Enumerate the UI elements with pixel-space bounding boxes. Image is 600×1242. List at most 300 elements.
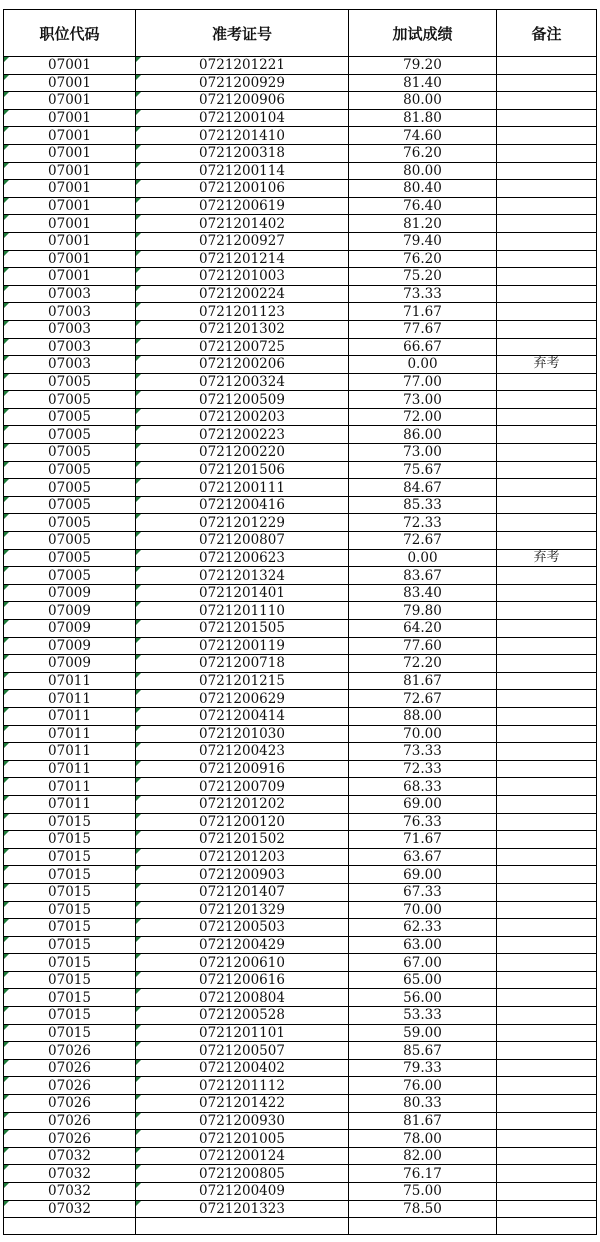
score-cell[interactable]: 84.67 (349, 479, 497, 497)
ticket-number-cell[interactable]: 0721200906 (136, 92, 349, 110)
position-code-cell[interactable]: 07015 (4, 954, 136, 972)
position-code-cell[interactable]: 07005 (4, 391, 136, 409)
score-cell[interactable]: 79.33 (349, 1059, 497, 1077)
score-cell[interactable]: 72.67 (349, 690, 497, 708)
ticket-number-cell[interactable]: 0721200507 (136, 1042, 349, 1060)
remark-cell[interactable] (497, 971, 597, 989)
remark-cell[interactable] (497, 1200, 597, 1218)
remark-cell[interactable] (497, 285, 597, 303)
table-row (4, 866, 597, 884)
remark-cell[interactable]: 弃考 (497, 549, 597, 567)
position-code-cell[interactable]: 07015 (4, 901, 136, 919)
ticket-number-cell[interactable]: 0721200619 (136, 197, 349, 215)
score-cell[interactable]: 72.33 (349, 514, 497, 532)
position-code-cell[interactable]: 07032 (4, 1147, 136, 1165)
ticket-number-cell[interactable]: 0721201003 (136, 268, 349, 286)
remark-cell[interactable] (497, 496, 597, 514)
table-row (4, 426, 597, 444)
table-row (4, 584, 597, 602)
score-cell[interactable]: 77.60 (349, 637, 497, 655)
ticket-number-cell[interactable]: 0721201329 (136, 901, 349, 919)
ticket-number-cell[interactable]: 0721201506 (136, 461, 349, 479)
table-row (4, 496, 597, 514)
ticket-number-cell[interactable]: 0721200610 (136, 954, 349, 972)
score-cell[interactable]: 73.33 (349, 743, 497, 761)
ticket-number-cell[interactable]: 0721201202 (136, 795, 349, 813)
score-cell[interactable]: 75.20 (349, 268, 497, 286)
position-code-cell[interactable]: 07015 (4, 866, 136, 884)
position-code-cell[interactable]: 07032 (4, 1165, 136, 1183)
score-cell[interactable]: 82.00 (349, 1147, 497, 1165)
position-code-cell[interactable]: 07011 (4, 778, 136, 796)
ticket-number-cell[interactable]: 0721200224 (136, 285, 349, 303)
remark-cell[interactable] (497, 215, 597, 233)
ticket-number-cell[interactable]: 0721201505 (136, 620, 349, 638)
remark-cell[interactable] (497, 725, 597, 743)
ticket-number-cell[interactable]: 0721200124 (136, 1147, 349, 1165)
position-code-cell[interactable]: 07015 (4, 848, 136, 866)
ticket-number-cell[interactable]: 0721201410 (136, 127, 349, 145)
remark-cell[interactable] (497, 57, 597, 75)
empty-cell[interactable] (497, 1218, 597, 1235)
remark-cell[interactable] (497, 479, 597, 497)
ticket-number-cell[interactable]: 0721200804 (136, 989, 349, 1007)
position-code-cell[interactable]: 07009 (4, 584, 136, 602)
remark-cell[interactable] (497, 1147, 597, 1165)
table-row (4, 285, 597, 303)
empty-cell[interactable] (4, 1218, 136, 1235)
position-code-cell[interactable]: 07005 (4, 567, 136, 585)
table-row (4, 338, 597, 356)
table-row (4, 672, 597, 690)
header-extra-score[interactable]: 加试成绩 (349, 10, 497, 57)
remark-cell[interactable] (497, 584, 597, 602)
score-cell[interactable]: 63.00 (349, 936, 497, 954)
position-code-cell[interactable]: 07005 (4, 479, 136, 497)
position-code-cell[interactable]: 07003 (4, 320, 136, 338)
remark-cell[interactable] (497, 250, 597, 268)
table-row (4, 936, 597, 954)
table-row (4, 215, 597, 233)
position-code-cell[interactable]: 07009 (4, 655, 136, 673)
position-code-cell[interactable]: 07015 (4, 1024, 136, 1042)
score-cell[interactable]: 81.67 (349, 1112, 497, 1130)
ticket-number-cell[interactable]: 0721200114 (136, 162, 349, 180)
score-cell[interactable]: 68.33 (349, 778, 497, 796)
header-ticket-number[interactable]: 准考证号 (136, 10, 349, 57)
score-cell[interactable]: 67.00 (349, 954, 497, 972)
table-row (4, 1007, 597, 1025)
score-cell[interactable]: 71.67 (349, 831, 497, 849)
remark-cell[interactable] (497, 813, 597, 831)
score-cell[interactable]: 79.20 (349, 57, 497, 75)
remark-cell[interactable] (497, 197, 597, 215)
table-row (4, 268, 597, 286)
ticket-number-cell[interactable]: 0721200220 (136, 444, 349, 462)
ticket-number-cell[interactable]: 0721200223 (136, 426, 349, 444)
table-row (4, 1059, 597, 1077)
score-cell[interactable]: 59.00 (349, 1024, 497, 1042)
ticket-number-cell[interactable]: 0721200119 (136, 637, 349, 655)
ticket-number-cell[interactable]: 0721201402 (136, 215, 349, 233)
score-cell[interactable]: 0.00 (349, 549, 497, 567)
score-cell[interactable]: 66.67 (349, 338, 497, 356)
position-code-cell[interactable]: 07011 (4, 690, 136, 708)
ticket-number-cell[interactable]: 0721201203 (136, 848, 349, 866)
ticket-number-cell[interactable]: 0721201422 (136, 1095, 349, 1113)
score-cell[interactable]: 79.40 (349, 232, 497, 250)
score-cell[interactable]: 85.67 (349, 1042, 497, 1060)
score-cell[interactable]: 76.33 (349, 813, 497, 831)
remark-cell[interactable] (497, 180, 597, 198)
score-cell[interactable]: 72.00 (349, 408, 497, 426)
score-cell[interactable]: 70.00 (349, 901, 497, 919)
remark-cell[interactable] (497, 303, 597, 321)
position-code-cell[interactable]: 07009 (4, 602, 136, 620)
score-cell[interactable]: 76.20 (349, 144, 497, 162)
remark-cell[interactable] (497, 1165, 597, 1183)
ticket-number-cell[interactable]: 0721200416 (136, 496, 349, 514)
score-cell[interactable]: 80.33 (349, 1095, 497, 1113)
remark-cell[interactable] (497, 567, 597, 585)
score-cell[interactable]: 83.67 (349, 567, 497, 585)
remark-cell[interactable] (497, 1007, 597, 1025)
score-cell[interactable]: 81.20 (349, 215, 497, 233)
table-row (4, 778, 597, 796)
score-cell[interactable]: 72.20 (349, 655, 497, 673)
remark-cell[interactable] (497, 144, 597, 162)
ticket-number-cell[interactable]: 0721200725 (136, 338, 349, 356)
remark-cell[interactable] (497, 637, 597, 655)
position-code-cell[interactable]: 07001 (4, 74, 136, 92)
ticket-number-cell[interactable]: 0721200414 (136, 707, 349, 725)
remark-cell[interactable] (497, 426, 597, 444)
remark-cell[interactable] (497, 602, 597, 620)
ticket-number-cell[interactable]: 0721200318 (136, 144, 349, 162)
score-cell[interactable]: 86.00 (349, 426, 497, 444)
header-remarks[interactable]: 备注 (497, 10, 597, 57)
remark-cell[interactable] (497, 320, 597, 338)
remark-cell[interactable] (497, 655, 597, 673)
score-cell[interactable]: 77.00 (349, 373, 497, 391)
score-cell[interactable]: 0.00 (349, 356, 497, 374)
remark-cell[interactable] (497, 848, 597, 866)
score-cell[interactable]: 81.80 (349, 109, 497, 127)
position-code-cell[interactable]: 07011 (4, 672, 136, 690)
score-cell[interactable]: 73.00 (349, 391, 497, 409)
remark-cell[interactable] (497, 109, 597, 127)
ticket-number-cell[interactable]: 0721201302 (136, 320, 349, 338)
ticket-number-cell[interactable]: 0721200206 (136, 356, 349, 374)
spreadsheet (3, 9, 596, 1235)
score-cell[interactable]: 56.00 (349, 989, 497, 1007)
score-cell[interactable]: 76.40 (349, 197, 497, 215)
ticket-number-cell[interactable]: 0721200423 (136, 743, 349, 761)
score-cell[interactable]: 72.67 (349, 532, 497, 550)
position-code-cell[interactable]: 07003 (4, 338, 136, 356)
score-cell[interactable]: 70.00 (349, 725, 497, 743)
position-code-cell[interactable]: 07015 (4, 919, 136, 937)
position-code-cell[interactable]: 07001 (4, 268, 136, 286)
ticket-number-cell[interactable]: 0721201401 (136, 584, 349, 602)
ticket-number-cell[interactable]: 0721200409 (136, 1183, 349, 1201)
ticket-number-cell[interactable]: 0721200718 (136, 655, 349, 673)
score-cell[interactable]: 76.00 (349, 1077, 497, 1095)
remark-cell[interactable] (497, 1095, 597, 1113)
remark-cell[interactable] (497, 1042, 597, 1060)
score-cell[interactable]: 64.20 (349, 620, 497, 638)
score-cell[interactable]: 73.00 (349, 444, 497, 462)
ticket-number-cell[interactable]: 0721200106 (136, 180, 349, 198)
position-code-cell[interactable]: 07026 (4, 1095, 136, 1113)
ticket-number-cell[interactable]: 0721200807 (136, 532, 349, 550)
position-code-cell[interactable]: 07026 (4, 1059, 136, 1077)
score-cell[interactable]: 53.33 (349, 1007, 497, 1025)
position-code-cell[interactable]: 07001 (4, 162, 136, 180)
position-code-cell[interactable]: 07015 (4, 971, 136, 989)
position-code-cell[interactable]: 07001 (4, 109, 136, 127)
position-code-cell[interactable]: 07009 (4, 637, 136, 655)
position-code-cell[interactable]: 07005 (4, 461, 136, 479)
remark-cell[interactable] (497, 92, 597, 110)
position-code-cell[interactable]: 07005 (4, 514, 136, 532)
score-cell[interactable]: 62.33 (349, 919, 497, 937)
score-table (3, 9, 597, 1235)
ticket-number-cell[interactable]: 0721200930 (136, 1112, 349, 1130)
ticket-number-cell[interactable]: 0721200429 (136, 936, 349, 954)
table-row (4, 1200, 597, 1218)
ticket-number-cell[interactable]: 0721200120 (136, 813, 349, 831)
table-row (4, 954, 597, 972)
position-code-cell[interactable]: 07003 (4, 285, 136, 303)
ticket-number-cell[interactable]: 0721200203 (136, 408, 349, 426)
position-code-cell[interactable]: 07032 (4, 1183, 136, 1201)
remark-cell[interactable] (497, 444, 597, 462)
position-code-cell[interactable]: 07005 (4, 532, 136, 550)
ticket-number-cell[interactable]: 0721200929 (136, 74, 349, 92)
ticket-number-cell[interactable]: 0721200623 (136, 549, 349, 567)
ticket-number-cell[interactable]: 0721200402 (136, 1059, 349, 1077)
remark-cell[interactable] (497, 831, 597, 849)
position-code-cell[interactable]: 07015 (4, 936, 136, 954)
score-cell[interactable]: 69.00 (349, 866, 497, 884)
remark-cell[interactable] (497, 672, 597, 690)
position-code-cell[interactable]: 07005 (4, 496, 136, 514)
remark-cell[interactable] (497, 883, 597, 901)
position-code-cell[interactable]: 07003 (4, 356, 136, 374)
remark-cell[interactable] (497, 901, 597, 919)
position-code-cell[interactable]: 07001 (4, 127, 136, 145)
empty-cell[interactable] (136, 1218, 349, 1235)
remark-cell[interactable] (497, 162, 597, 180)
score-cell[interactable]: 75.00 (349, 1183, 497, 1201)
position-code-cell[interactable]: 07005 (4, 373, 136, 391)
position-code-cell[interactable]: 07015 (4, 831, 136, 849)
remark-cell[interactable] (497, 1112, 597, 1130)
position-code-cell[interactable]: 07015 (4, 883, 136, 901)
position-code-cell[interactable]: 07005 (4, 426, 136, 444)
ticket-number-cell[interactable]: 0721200509 (136, 391, 349, 409)
blank-row (4, 1218, 597, 1235)
table-row (4, 444, 597, 462)
remark-cell[interactable] (497, 1130, 597, 1148)
remark-cell[interactable] (497, 778, 597, 796)
position-code-cell[interactable]: 07001 (4, 92, 136, 110)
table-row (4, 180, 597, 198)
remark-cell[interactable] (497, 1024, 597, 1042)
ticket-number-cell[interactable]: 0721200111 (136, 479, 349, 497)
position-code-cell[interactable]: 07001 (4, 57, 136, 75)
position-code-cell[interactable]: 07001 (4, 180, 136, 198)
remark-cell[interactable] (497, 373, 597, 391)
remark-cell[interactable] (497, 532, 597, 550)
ticket-number-cell[interactable]: 0721200324 (136, 373, 349, 391)
position-code-cell[interactable]: 07011 (4, 707, 136, 725)
score-cell[interactable]: 76.20 (349, 250, 497, 268)
position-code-cell[interactable]: 07005 (4, 408, 136, 426)
remark-cell[interactable] (497, 74, 597, 92)
remark-cell[interactable] (497, 760, 597, 778)
position-code-cell[interactable]: 07003 (4, 303, 136, 321)
position-code-cell[interactable]: 07005 (4, 549, 136, 567)
ticket-number-cell[interactable]: 0721200903 (136, 866, 349, 884)
ticket-number-cell[interactable]: 0721201407 (136, 883, 349, 901)
ticket-number-cell[interactable]: 0721200629 (136, 690, 349, 708)
table-row (4, 989, 597, 1007)
remark-cell[interactable] (497, 461, 597, 479)
score-cell[interactable]: 88.00 (349, 707, 497, 725)
table-row (4, 831, 597, 849)
position-code-cell[interactable]: 07009 (4, 620, 136, 638)
score-cell[interactable]: 80.40 (349, 180, 497, 198)
remark-cell[interactable] (497, 954, 597, 972)
remark-cell[interactable] (497, 338, 597, 356)
ticket-number-cell[interactable]: 0721200104 (136, 109, 349, 127)
ticket-number-cell[interactable]: 0721201323 (136, 1200, 349, 1218)
position-code-cell[interactable]: 07011 (4, 725, 136, 743)
ticket-number-cell[interactable]: 0721201215 (136, 672, 349, 690)
remark-cell[interactable] (497, 707, 597, 725)
score-cell[interactable]: 83.40 (349, 584, 497, 602)
position-code-cell[interactable]: 07032 (4, 1200, 136, 1218)
ticket-number-cell[interactable]: 0721200916 (136, 760, 349, 778)
remark-cell[interactable] (497, 268, 597, 286)
score-cell[interactable]: 63.67 (349, 848, 497, 866)
score-cell[interactable]: 81.67 (349, 672, 497, 690)
score-cell[interactable]: 76.17 (349, 1165, 497, 1183)
position-code-cell[interactable]: 07011 (4, 760, 136, 778)
score-cell[interactable]: 75.67 (349, 461, 497, 479)
ticket-number-cell[interactable]: 0721201005 (136, 1130, 349, 1148)
remark-cell[interactable] (497, 919, 597, 937)
remark-cell[interactable] (497, 1059, 597, 1077)
position-code-cell[interactable]: 07015 (4, 813, 136, 831)
remark-cell[interactable] (497, 1183, 597, 1201)
score-cell[interactable]: 65.00 (349, 971, 497, 989)
table-header (4, 10, 597, 57)
remark-cell[interactable] (497, 1077, 597, 1095)
ticket-number-cell[interactable]: 0721201221 (136, 57, 349, 75)
score-cell[interactable]: 78.50 (349, 1200, 497, 1218)
position-code-cell[interactable]: 07001 (4, 197, 136, 215)
remark-cell[interactable] (497, 690, 597, 708)
ticket-number-cell[interactable]: 0721200503 (136, 919, 349, 937)
ticket-number-cell[interactable]: 0721201214 (136, 250, 349, 268)
position-code-cell[interactable]: 07026 (4, 1112, 136, 1130)
remark-cell[interactable] (497, 408, 597, 426)
table-row (4, 514, 597, 532)
remark-cell[interactable] (497, 232, 597, 250)
ticket-number-cell[interactable]: 0721200709 (136, 778, 349, 796)
ticket-number-cell[interactable]: 0721201030 (136, 725, 349, 743)
table-row (4, 848, 597, 866)
ticket-number-cell[interactable]: 0721201123 (136, 303, 349, 321)
remark-cell[interactable] (497, 866, 597, 884)
ticket-number-cell[interactable]: 0721200616 (136, 971, 349, 989)
ticket-number-cell[interactable]: 0721201101 (136, 1024, 349, 1042)
score-cell[interactable]: 72.33 (349, 760, 497, 778)
header-position-code[interactable]: 职位代码 (4, 10, 136, 57)
table-row (4, 162, 597, 180)
position-code-cell[interactable]: 07005 (4, 444, 136, 462)
remark-cell[interactable] (497, 127, 597, 145)
position-code-cell[interactable]: 07011 (4, 795, 136, 813)
position-code-cell[interactable]: 07015 (4, 989, 136, 1007)
remark-cell[interactable] (497, 391, 597, 409)
position-code-cell[interactable]: 07026 (4, 1042, 136, 1060)
ticket-number-cell[interactable]: 0721200528 (136, 1007, 349, 1025)
score-cell[interactable]: 77.67 (349, 320, 497, 338)
score-cell[interactable]: 80.00 (349, 162, 497, 180)
ticket-number-cell[interactable]: 0721200927 (136, 232, 349, 250)
empty-cell[interactable] (349, 1218, 497, 1235)
score-cell[interactable]: 69.00 (349, 795, 497, 813)
score-cell[interactable]: 80.00 (349, 92, 497, 110)
position-code-cell[interactable]: 07026 (4, 1077, 136, 1095)
remark-cell[interactable] (497, 514, 597, 532)
position-code-cell[interactable]: 07011 (4, 743, 136, 761)
ticket-number-cell[interactable]: 0721201324 (136, 567, 349, 585)
score-cell[interactable]: 71.67 (349, 303, 497, 321)
score-cell[interactable]: 67.33 (349, 883, 497, 901)
position-code-cell[interactable]: 07001 (4, 144, 136, 162)
ticket-number-cell[interactable]: 0721201502 (136, 831, 349, 849)
remark-cell[interactable]: 弃考 (497, 356, 597, 374)
score-cell[interactable]: 74.60 (349, 127, 497, 145)
position-code-cell[interactable]: 07026 (4, 1130, 136, 1148)
ticket-number-cell[interactable]: 0721201229 (136, 514, 349, 532)
score-cell[interactable]: 81.40 (349, 74, 497, 92)
score-cell[interactable]: 78.00 (349, 1130, 497, 1148)
remark-cell[interactable] (497, 936, 597, 954)
score-cell[interactable]: 73.33 (349, 285, 497, 303)
remark-cell[interactable] (497, 795, 597, 813)
ticket-number-cell[interactable]: 0721200805 (136, 1165, 349, 1183)
remark-cell[interactable] (497, 989, 597, 1007)
score-cell[interactable]: 79.80 (349, 602, 497, 620)
remark-cell[interactable] (497, 620, 597, 638)
position-code-cell[interactable]: 07001 (4, 232, 136, 250)
position-code-cell[interactable]: 07015 (4, 1007, 136, 1025)
score-cell[interactable]: 85.33 (349, 496, 497, 514)
table-row (4, 250, 597, 268)
position-code-cell[interactable]: 07001 (4, 215, 136, 233)
table-row (4, 109, 597, 127)
remark-cell[interactable] (497, 743, 597, 761)
ticket-number-cell[interactable]: 0721201110 (136, 602, 349, 620)
position-code-cell[interactable]: 07001 (4, 250, 136, 268)
ticket-number-cell[interactable]: 0721201112 (136, 1077, 349, 1095)
